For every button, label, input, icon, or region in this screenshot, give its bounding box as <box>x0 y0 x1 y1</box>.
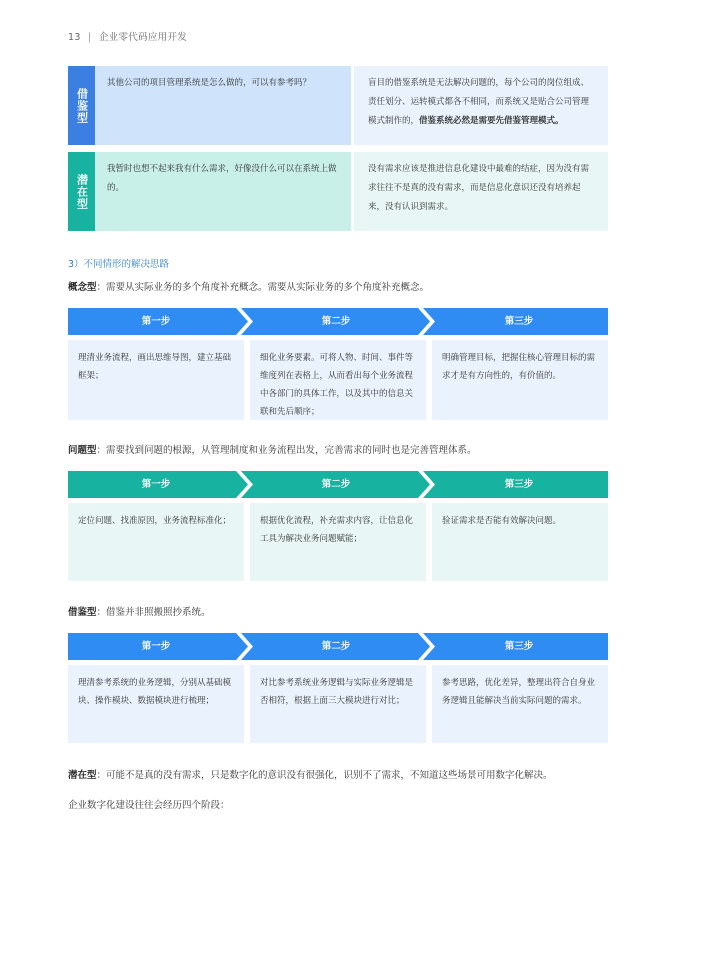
paragraph-text: 需要从实际业务的多个角度补充概念。需要从实际业务的多个角度补充概念。 <box>106 282 430 293</box>
step-2-box: 对比参考系统业务逻辑与实际业务逻辑是否相符，根据上面三大模块进行对比； <box>250 665 426 743</box>
borrow-steps <box>68 633 608 745</box>
row-question: 其他公司的项目管理系统是怎么做的，可以有参考吗？ <box>95 66 351 145</box>
step-2-box: 根据优化流程，补充需求内容，让信息化工具为解决业务问题赋能； <box>250 503 426 581</box>
step-2-label: 第二步 <box>321 641 351 652</box>
closing-paragraph: 企业数字化建设往往会经历四个阶段： <box>68 800 230 811</box>
page-number: 13 <box>68 32 81 43</box>
step-2-label: 第二步 <box>321 479 351 490</box>
paragraph-title: 借鉴型 <box>68 607 97 618</box>
section-subheading: 3）不同情形的解决思路 <box>68 259 170 270</box>
answer-text: 盲目的借鉴系统是无法解决问题的，每个公司的岗位组成、责任划分、运转模式都各不相同，而系统又是贴合公司管理模式制作的， <box>368 78 590 126</box>
step-3-label: 第三步 <box>504 316 534 327</box>
problem-paragraph: 问题型：需要找到问题的根源，从管理制度和业务流程出发，完善需求的同时也是完善管理体系。 <box>68 445 477 456</box>
paragraph-text: 借鉴并非照搬照抄系统。 <box>106 607 211 618</box>
borrow-paragraph: 借鉴型：借鉴并非照搬照抄系统。 <box>68 607 211 618</box>
row-answer: 没有需求应该是推进信息化建设中最难的结症，因为没有需求往往不是真的没有需求，而是信息化意识还没有培养起来，没有认识到需求。 <box>354 152 608 231</box>
step-3-label: 第三步 <box>504 641 534 652</box>
paragraph-title: 概念型 <box>68 282 97 293</box>
page-header <box>68 29 187 43</box>
step-1-label: 第一步 <box>141 316 171 327</box>
comparison-row-borrow <box>68 66 608 145</box>
answer-emphasis: 借鉴系统必然是需要先借鉴管理模式。 <box>419 116 564 126</box>
comparison-row-latent <box>68 152 608 231</box>
step-1-label: 第一步 <box>141 479 171 490</box>
problem-steps <box>68 471 608 583</box>
header-separator: | <box>88 32 92 43</box>
step-1-box: 理清参考系统的业务逻辑，分别从基础模块、操作模块、数据模块进行梳理； <box>68 665 244 743</box>
row-tag: 潜在型 <box>68 152 95 231</box>
step-3-box: 参考思路，优化差异，整理出符合自身业务逻辑且能解决当前实际问题的需求。 <box>432 665 608 743</box>
step-1-label: 第一步 <box>141 641 171 652</box>
paragraph-title: 问题型 <box>68 445 97 456</box>
header-title: 企业零代码应用开发 <box>98 32 188 43</box>
step-1-box: 理清业务流程，画出思维导图，建立基础框架； <box>68 340 244 420</box>
step-3-box: 验证需求是否能有效解决问题。 <box>432 503 608 581</box>
step-1-box: 定位问题、找准原因，业务流程标准化； <box>68 503 244 581</box>
comparison-table <box>68 66 608 232</box>
latent-paragraph: 潜在型：可能不是真的没有需求，只是数字化的意识没有很强化，识别不了需求，不知道这些场景可用数字化解决。 <box>68 770 553 781</box>
row-question: 我暂时也想不起来我有什么需求，好像没什么可以在系统上做的。 <box>95 152 351 231</box>
paragraph-title: 潜在型 <box>68 770 97 781</box>
step-3-label: 第三步 <box>504 479 534 490</box>
row-answer <box>354 66 608 145</box>
step-2-label: 第二步 <box>321 316 351 327</box>
step-3-box: 明确管理目标，把握住核心管理目标的需求才是有方向性的，有价值的。 <box>432 340 608 420</box>
concept-steps <box>68 308 608 420</box>
paragraph-text: 需要找到问题的根源，从管理制度和业务流程出发，完善需求的同时也是完善管理体系。 <box>106 445 477 456</box>
row-tag: 借鉴型 <box>68 66 95 145</box>
concept-paragraph: 概念型：需要从实际业务的多个角度补充概念。需要从实际业务的多个角度补充概念。 <box>68 282 430 293</box>
paragraph-text: 可能不是真的没有需求，只是数字化的意识没有很强化，识别不了需求，不知道这些场景可用数字化解决。 <box>106 770 553 781</box>
step-2-box: 细化业务要素。可将人物、时间、事件等维度列在表格上，从而看出每个业务流程中各部门的具体工作，以及其中的信息关联和先后顺序； <box>250 340 426 420</box>
